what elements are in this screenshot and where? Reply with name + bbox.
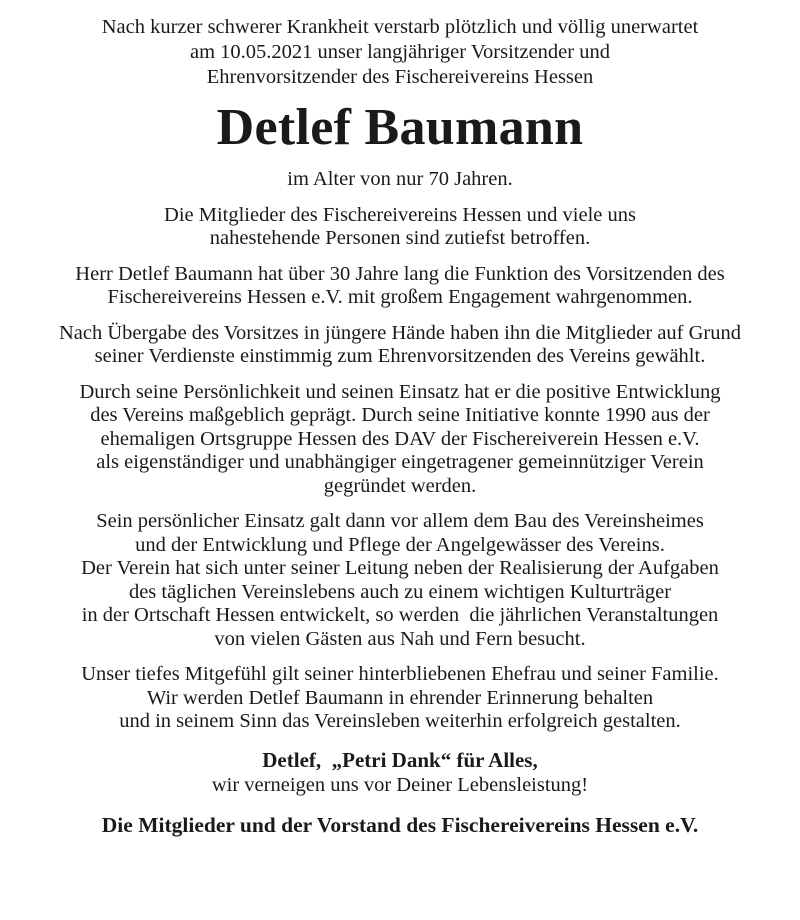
paragraph-5 <box>0 510 800 651</box>
paragraph-line: seiner Verdienste einstimmig zum Ehrenvorsitzenden des Vereins gewählt. <box>94 345 706 367</box>
paragraph-line: Fischereivereins Hessen e.V. mit großem Engagement wahrgenommen. <box>107 286 693 308</box>
intro-line: am 10.05.2021 unser langjähriger Vorsitzender und <box>190 41 610 63</box>
paragraph-line: und in seinem Sinn das Vereinsleben weiterhin erfolgreich gestalten. <box>119 710 681 732</box>
closing-plain-line: wir verneigen uns vor Deiner Lebensleistung! <box>211 773 589 796</box>
paragraph-1 <box>0 204 800 251</box>
paragraph-line: Der Verein hat sich unter seiner Leitung neben der Realisierung der Aufgaben <box>81 557 719 579</box>
paragraph-6 <box>0 663 800 734</box>
paragraph-line: Unser tiefes Mitgefühl gilt seiner hinterbliebenen Ehefrau und seiner Familie. <box>81 663 719 685</box>
paragraph-2 <box>0 263 800 310</box>
signature-line: Die Mitglieder und der Vorstand des Fischereivereins Hessen e.V. <box>101 812 699 837</box>
paragraph-line: des Vereins maßgeblich geprägt. Durch seine Initiative konnte 1990 aus der <box>90 404 710 426</box>
deceased-name: Detlef Baumann <box>216 99 584 156</box>
paragraph-line: ehemaligen Ortsgruppe Hessen des DAV der Fischereiverein Hessen e.V. <box>100 427 700 450</box>
paragraph-line: und der Entwicklung und Pflege der Angelgewässer des Vereins. <box>135 533 665 556</box>
paragraph-4 <box>0 381 800 499</box>
paragraph-line: Herr Detlef Baumann hat über 30 Jahre lang die Funktion des Vorsitzenden des <box>75 262 725 285</box>
intro-line: Nach kurzer schwerer Krankheit verstarb plötzlich und völlig unerwartet <box>101 16 699 38</box>
paragraph-line: nahestehende Personen sind zutiefst betroffen. <box>209 227 591 249</box>
paragraph-line: gegründet werden. <box>323 474 477 497</box>
paragraph-line: Wir werden Detlef Baumann in ehrender Erinnerung behalten <box>146 686 654 709</box>
paragraph-line: von vielen Gästen aus Nah und Fern besucht. <box>214 627 586 650</box>
paragraph-line: des täglichen Vereinslebens auch zu einem wichtigen Kulturträger <box>128 580 672 603</box>
age-line: im Alter von nur 70 Jahren. <box>287 168 513 190</box>
age-line-block <box>0 168 800 192</box>
paragraph-line: Durch seine Persönlichkeit und seinen Einsatz hat er die positive Entwicklung <box>79 380 721 403</box>
paragraph-line: Die Mitglieder des Fischereivereins Hessen und viele uns <box>164 203 636 226</box>
paragraph-line: in der Ortschaft Hessen entwickelt, so werden die jährlichen Veranstaltungen <box>81 604 719 626</box>
paragraph-3 <box>0 322 800 369</box>
paragraph-line: Sein persönlicher Einsatz galt dann vor allem dem Bau des Vereinsheimes <box>96 510 704 532</box>
paragraph-line: Nach Übergabe des Vorsitzes in jüngere Hände haben ihn die Mitglieder auf Grund <box>59 321 741 344</box>
intro-line: Ehrenvorsitzender des Fischereivereins Hessen <box>206 66 594 88</box>
paragraph-line: als eigenständiger und unabhängiger eingetragener gemeinnütziger Verein <box>96 451 704 473</box>
closing-bold-line: Detlef, „Petri Dank“ für Alles, <box>262 747 538 772</box>
intro-text <box>0 15 800 90</box>
